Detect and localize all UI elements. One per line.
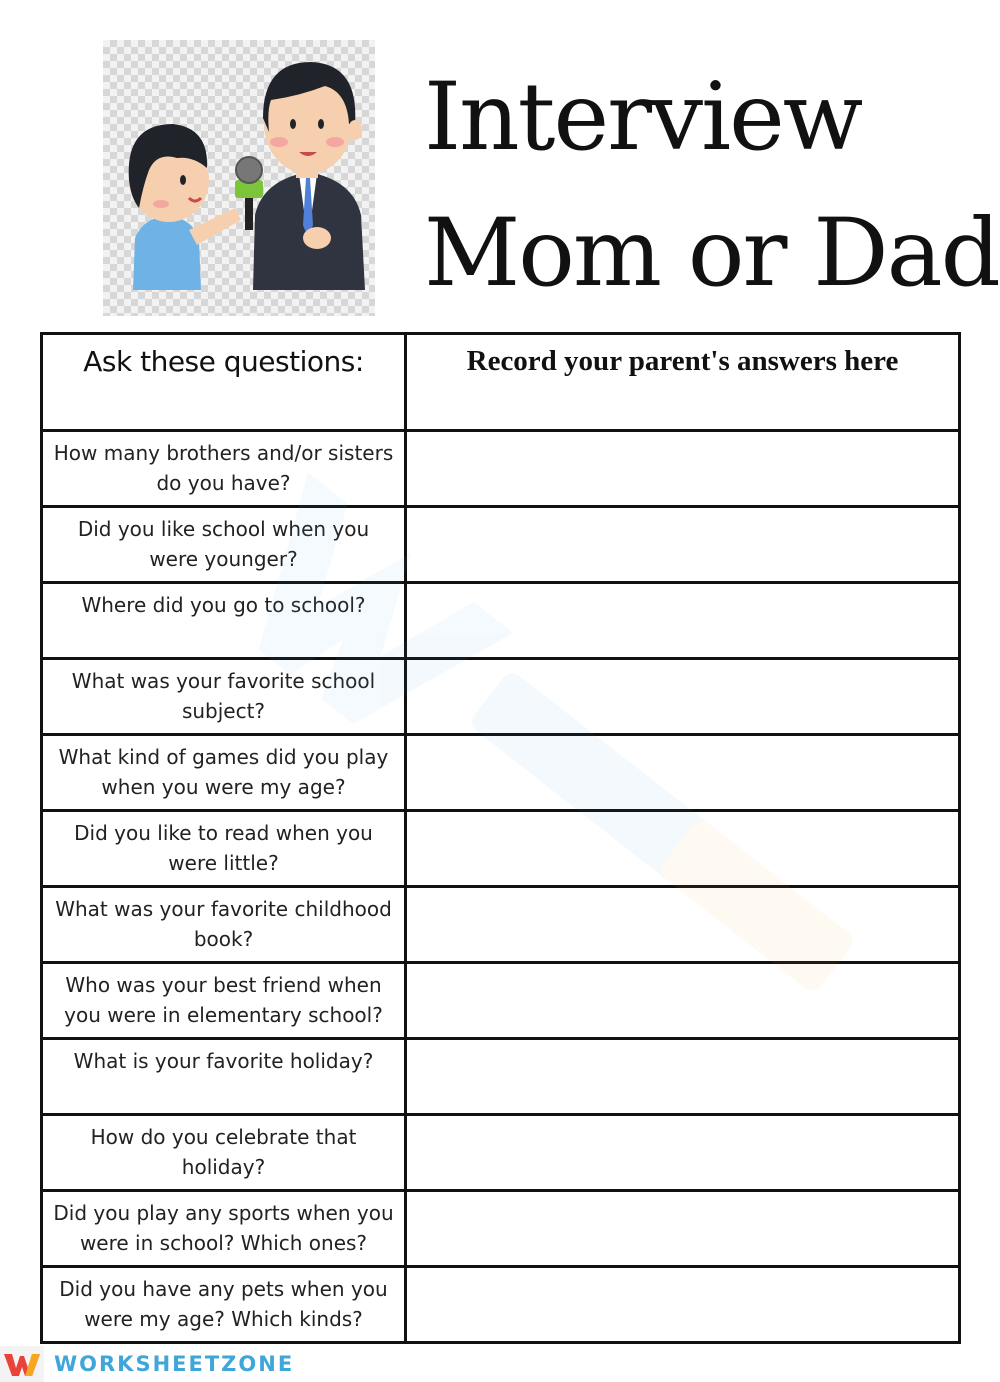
table-row xyxy=(42,507,960,583)
table-row xyxy=(42,887,960,963)
table-row xyxy=(42,963,960,1039)
title-line-1: Interview xyxy=(424,63,862,172)
table-row xyxy=(42,583,960,659)
table-row xyxy=(42,431,960,507)
question-cell: Did you like to read when you were little? xyxy=(42,811,406,887)
table-row xyxy=(42,1267,960,1343)
answer-cell[interactable] xyxy=(406,1039,960,1115)
question-cell: Where did you go to school? xyxy=(42,583,406,659)
question-cell: Who was your best friend when you were in elementary school? xyxy=(42,963,406,1039)
question-cell: What was your favorite school subject? xyxy=(42,659,406,735)
question-cell: Did you like school when you were younger? xyxy=(42,507,406,583)
answer-cell[interactable] xyxy=(406,659,960,735)
table-row xyxy=(42,735,960,811)
page-title xyxy=(424,50,999,322)
answer-cell[interactable] xyxy=(406,1267,960,1343)
question-cell: Did you play any sports when you were in school? Which ones? xyxy=(42,1191,406,1267)
table-row xyxy=(42,811,960,887)
answer-cell[interactable] xyxy=(406,507,960,583)
answers-column-header: Record your parent's answers here xyxy=(406,334,960,431)
question-cell: What was your favorite childhood book? xyxy=(42,887,406,963)
question-cell: What kind of games did you play when you were my age? xyxy=(42,735,406,811)
answer-cell[interactable] xyxy=(406,887,960,963)
question-cell: How many brothers and/or sisters do you have? xyxy=(42,431,406,507)
answer-cell[interactable] xyxy=(406,1191,960,1267)
table-header-row xyxy=(42,334,960,431)
footer-logo xyxy=(0,1346,320,1382)
interview-table xyxy=(40,332,961,1344)
questions-column-header: Ask these questions: xyxy=(42,334,406,431)
answer-cell[interactable] xyxy=(406,1115,960,1191)
child-interviewing-man-icon xyxy=(103,40,375,316)
question-cell: Did you have any pets when you were my age? Which kinds? xyxy=(42,1267,406,1343)
table-row xyxy=(42,1115,960,1191)
answer-cell[interactable] xyxy=(406,431,960,507)
worksheetzone-logo-icon xyxy=(0,1346,44,1382)
answer-cell[interactable] xyxy=(406,811,960,887)
table-row xyxy=(42,659,960,735)
question-cell: What is your favorite holiday? xyxy=(42,1039,406,1115)
question-cell: How do you celebrate that holiday? xyxy=(42,1115,406,1191)
title-line-2: Mom or Dad xyxy=(424,199,999,308)
answer-cell[interactable] xyxy=(406,735,960,811)
interview-illustration xyxy=(103,40,375,316)
footer-brand-text: WORKSHEETZONE xyxy=(54,1352,295,1376)
answer-cell[interactable] xyxy=(406,583,960,659)
table-row xyxy=(42,1039,960,1115)
answer-cell[interactable] xyxy=(406,963,960,1039)
table-row xyxy=(42,1191,960,1267)
